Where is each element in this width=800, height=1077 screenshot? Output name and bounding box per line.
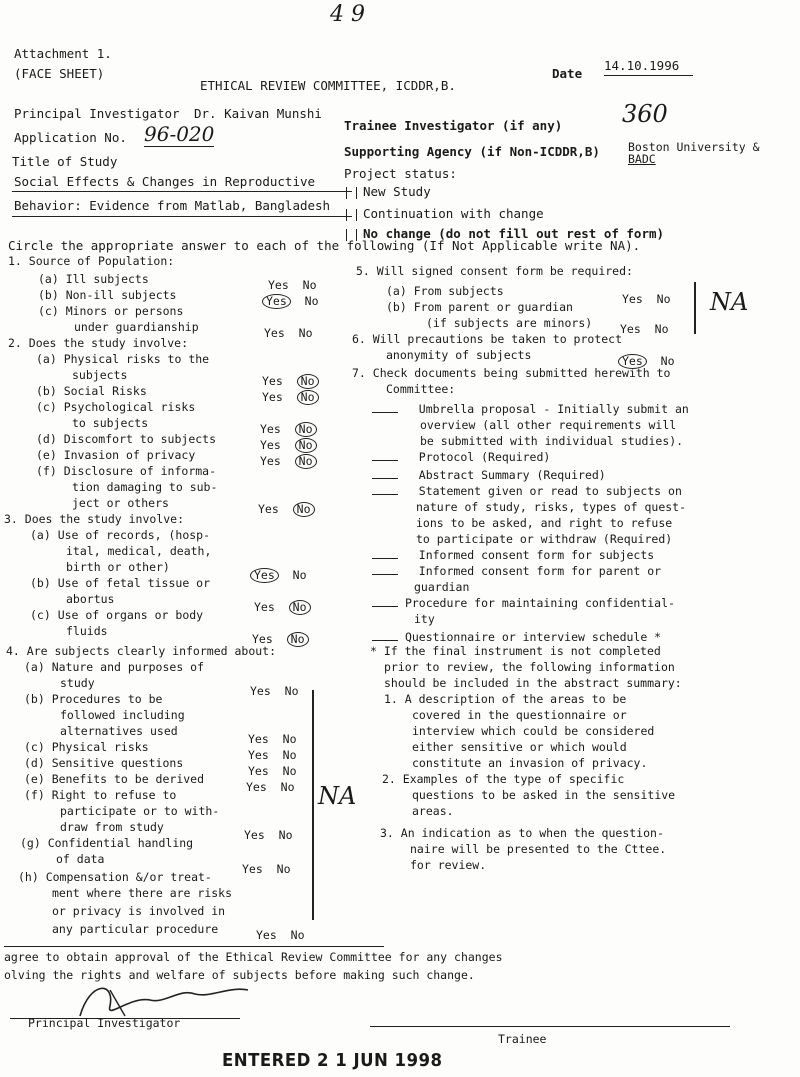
note-1: * If the final instrument is not completed xyxy=(370,644,661,658)
q7-1: 7. Check documents being submitted herewith to xyxy=(352,366,671,380)
q4b-3: alternatives used xyxy=(60,724,178,738)
doc-umbrella-3: be submitted with individual studies). xyxy=(420,434,684,448)
q2e-answer: Yes No xyxy=(260,454,317,469)
doc-statement: Statement given or read to subjects on xyxy=(372,484,682,498)
q4h-1: (h) Compensation &/or treat- xyxy=(18,870,212,884)
doc-statement-4: to participate or withdraw (Required) xyxy=(416,532,673,546)
q4h-4: any particular procedure xyxy=(52,922,219,936)
doc-statement-2: nature of study, risks, types of quest- xyxy=(416,500,687,514)
note-3: should be included in the abstract summary: xyxy=(384,676,682,690)
status-new-study: New Study xyxy=(346,184,431,199)
application-value: 96-020 xyxy=(144,122,215,146)
q5: 5. Will signed consent form be required: xyxy=(356,264,633,278)
q5b-1: (b) From parent or guardian xyxy=(386,300,573,314)
q2b: (b) Social Risks xyxy=(36,384,147,398)
pi-label: Principal Investigator xyxy=(14,106,180,121)
agreement-line-1: agree to obtain approval of the Ethical Review Committee for any changes xyxy=(4,950,503,964)
q2f-2: tion damaging to sub- xyxy=(72,480,218,494)
doc-protocol: Protocol (Required) xyxy=(372,450,550,464)
handwritten-number: 360 xyxy=(622,100,668,128)
note-item-1b: covered in the questionnaire or xyxy=(412,708,627,722)
title-rule-2 xyxy=(12,216,352,217)
q4b-1: (b) Procedures to be xyxy=(24,692,163,706)
title-rule-1 xyxy=(12,191,352,192)
title-line-2: Behavior: Evidence from Matlab, Bangladesh xyxy=(14,198,331,213)
doc-statement-3: ions to be asked, and right to refuse xyxy=(416,516,673,530)
project-status-label: Project status: xyxy=(344,166,457,181)
q2c-answer: Yes No xyxy=(260,422,317,437)
q3b-answer: Yes No xyxy=(254,600,311,615)
q4h-answer: Yes No xyxy=(256,928,305,942)
doc-confidentiality-2: ity xyxy=(414,612,435,626)
agency-label: Supporting Agency (if Non-ICDDR,B) xyxy=(344,144,600,159)
instruction: Circle the appropriate answer to each of the following (If Not Applicable write NA). xyxy=(8,238,641,253)
q4a-1: (a) Nature and purposes of xyxy=(24,660,205,674)
agency-value-2: BADC xyxy=(628,152,656,166)
q3c-2: fluids xyxy=(66,624,108,638)
note-item-2b: questions to be asked in the sensitive xyxy=(412,788,676,802)
trainee-signature-label: Trainee xyxy=(498,1032,547,1046)
q4f-3: draw from study xyxy=(60,820,164,834)
q4a-2: study xyxy=(60,676,95,690)
q1b: (b) Non-ill subjects xyxy=(38,288,177,302)
q2f-3: ject or others xyxy=(72,496,169,510)
q2f-answer: Yes No xyxy=(258,502,315,517)
q1c-1: (c) Minors or persons xyxy=(38,304,184,318)
q1: 1. Source of Population: xyxy=(8,254,175,268)
q2f-1: (f) Disclosure of informa- xyxy=(36,464,217,478)
q2e: (e) Invasion of privacy xyxy=(36,448,196,462)
q6-answer: Yes No xyxy=(618,354,675,369)
trainee-label: Trainee Investigator (if any) xyxy=(344,118,563,133)
date-value: 14.10.1996 xyxy=(604,58,693,76)
q4b-answer: Yes No xyxy=(248,732,297,746)
doc-umbrella-2: overview (all other requirements will xyxy=(420,418,677,432)
q2: 2. Does the study involve: xyxy=(8,336,189,350)
q2a-2: subjects xyxy=(72,368,128,382)
q5b-answer: Yes No xyxy=(620,322,669,336)
q4b-2: followed including xyxy=(60,708,185,722)
q7-2: Committee: xyxy=(386,382,456,396)
q3b-2: abortus xyxy=(66,592,115,606)
note-item-2a: 2. Examples of the type of specific xyxy=(382,772,625,786)
q3a-answer: Yes No xyxy=(250,568,307,583)
note-item-1e: constitute an invasion of privacy. xyxy=(412,756,648,770)
face-sheet-label: (FACE SHEET) xyxy=(14,66,105,81)
q3a-3: birth or other) xyxy=(66,560,170,574)
note-item-3a: 3. An indication as to when the question- xyxy=(380,826,664,840)
q4g-1: (g) Confidential handling xyxy=(20,836,194,850)
status-continuation: Continuation with change xyxy=(346,206,544,221)
q3: 3. Does the study involve: xyxy=(4,512,185,526)
date-label: Date xyxy=(552,66,583,81)
q1c-2: under guardianship xyxy=(74,320,199,334)
note-2: prior to review, the following information xyxy=(384,660,675,674)
q4g-answer: Yes No xyxy=(242,862,291,876)
q1a: (a) Ill subjects xyxy=(38,272,149,286)
q6-1: 6. Will precautions be taken to protect xyxy=(352,332,623,346)
doc-consent-guardian-2: guardian xyxy=(414,580,470,594)
pi-value: Dr. Kaivan Munshi xyxy=(194,106,322,121)
note-item-3c: for review. xyxy=(410,858,487,872)
note-item-3b: naire will be presented to the Cttee. xyxy=(410,842,667,856)
note-item-1c: interview which could be considered xyxy=(412,724,655,738)
note-item-1d: either sensitive or which would xyxy=(412,740,627,754)
doc-consent-guardian: Informed consent form for parent or xyxy=(372,564,661,578)
na-right-handwritten: NA xyxy=(710,288,749,316)
q2c-1: (c) Psychological risks xyxy=(36,400,196,414)
na-bracket-left xyxy=(312,690,314,920)
q2d: (d) Discomfort to subjects xyxy=(36,432,217,446)
q5b-2: (if subjects are minors) xyxy=(426,316,593,330)
note-item-1a: 1. A description of the areas to be xyxy=(384,692,627,706)
q1a-answer: Yes No xyxy=(268,278,317,292)
attachment-label: Attachment 1. xyxy=(14,46,112,61)
q3a-2: ital, medical, death, xyxy=(66,544,212,558)
doc-abstract: Abstract Summary (Required) xyxy=(372,468,606,482)
q2a-answer: Yes No xyxy=(262,374,319,389)
entered-stamp: ENTERED 2 1 JUN 1998 xyxy=(222,1050,443,1071)
note-item-2c: areas. xyxy=(412,804,454,818)
q4h-3: or privacy is involved in xyxy=(52,904,226,918)
trainee-signature-line xyxy=(370,1026,730,1027)
agreement-line-2: olving the rights and welfare of subjects before making such change. xyxy=(4,968,475,982)
q4e: (e) Benefits to be derived xyxy=(24,772,205,786)
q4d: (d) Sensitive questions xyxy=(24,756,184,770)
q3b-1: (b) Use of fetal tissue or xyxy=(30,576,211,590)
status-no-change: No change (do not fill out rest of form) xyxy=(346,226,664,241)
footer-rule xyxy=(4,946,384,947)
q4d-answer: Yes No xyxy=(248,764,297,778)
q4a-answer: Yes No xyxy=(250,684,299,698)
q1b-answer: Yes No xyxy=(262,294,319,309)
q2c-2: to subjects xyxy=(72,416,149,430)
q4f-answer: Yes No xyxy=(244,828,293,842)
title-line-1: Social Effects & Changes in Reproductive xyxy=(14,174,316,189)
top-handwritten-mark: 4 9 xyxy=(330,2,365,27)
q3a-1: (a) Use of records, (hosp- xyxy=(30,528,211,542)
q2b-answer: Yes No xyxy=(262,390,319,405)
q2a-1: (a) Physical risks to the xyxy=(36,352,210,366)
q4c: (c) Physical risks xyxy=(24,740,149,754)
pi-signature-label: Principal Investigator xyxy=(28,1016,181,1030)
application-label: Application No. xyxy=(14,130,127,145)
q6-2: anonymity of subjects xyxy=(386,348,532,362)
q4e-answer: Yes No xyxy=(246,780,295,794)
q3c-1: (c) Use of organs or body xyxy=(30,608,204,622)
q4c-answer: Yes No xyxy=(248,748,297,762)
q4h-2: ment where there are risks xyxy=(52,886,233,900)
committee-title: ETHICAL REVIEW COMMITTEE, ICDDR,B. xyxy=(200,78,456,93)
doc-umbrella: Umbrella proposal - Initially submit an xyxy=(372,402,689,416)
doc-confidentiality: Procedure for maintaining confidential- xyxy=(372,596,675,610)
q2d-answer: Yes No xyxy=(260,438,317,453)
q4f-1: (f) Right to refuse to xyxy=(24,788,177,802)
q5a-answer: Yes No xyxy=(622,292,671,306)
doc-questionnaire: Questionnaire or interview schedule * xyxy=(372,630,661,644)
na-left-handwritten: NA xyxy=(318,782,357,810)
na-bracket-right xyxy=(694,282,696,334)
q4g-2: of data xyxy=(56,852,105,866)
q4: 4. Are subjects clearly informed about: xyxy=(6,644,277,658)
q4f-2: participate or to with- xyxy=(60,804,220,818)
agency-value-1: Boston University & xyxy=(628,140,760,154)
doc-consent-subjects: Informed consent form for subjects xyxy=(372,548,654,562)
q1c-answer: Yes No xyxy=(264,326,313,340)
title-label: Title of Study xyxy=(12,154,118,169)
q3c-answer: Yes No xyxy=(252,632,309,647)
q5a: (a) From subjects xyxy=(386,284,504,298)
